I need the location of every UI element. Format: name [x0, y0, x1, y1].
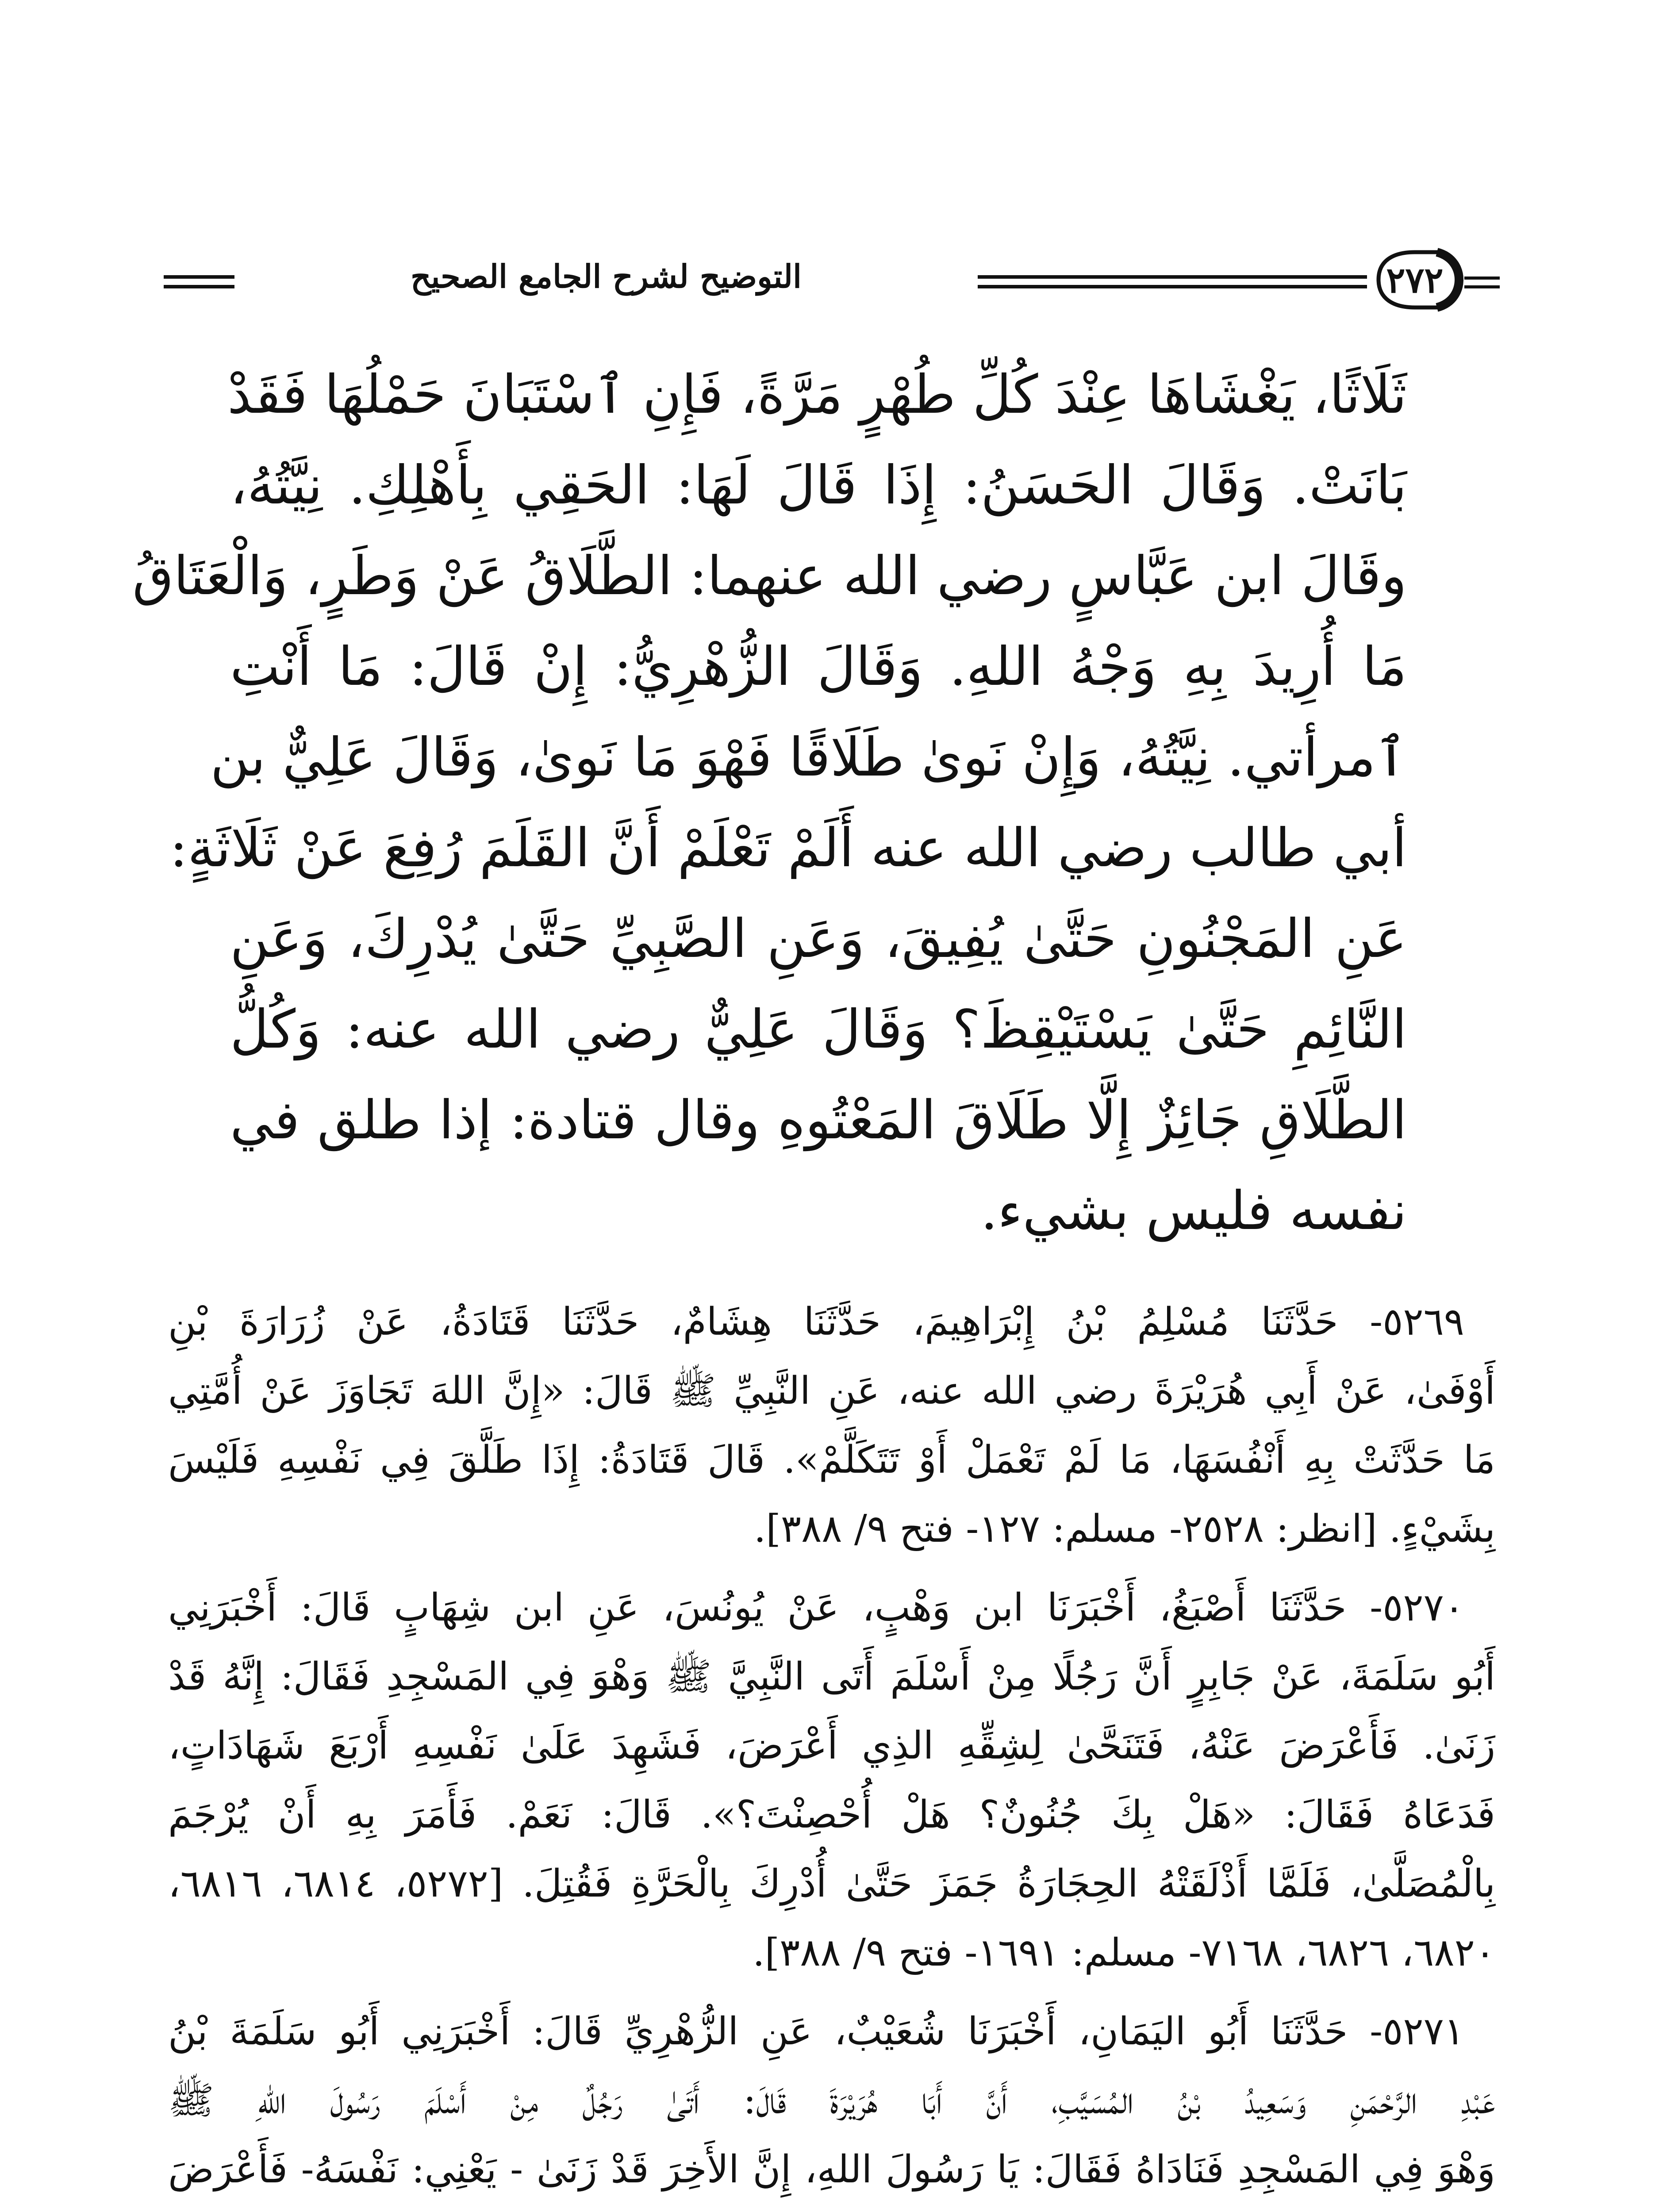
- matn-line: وقَالَ ابن عَبَّاسٍ رضي الله عنهما: الطَّلَاقُ عَنْ وَطَرٍ، وَالْعَتَاقُ: [132, 545, 1407, 607]
- matn-line: الطَّلَاقِ جَائِزٌ إِلَّا طَلَاقَ المَعْتُوهِ وقال قتادة: إذا طلق في: [230, 1090, 1407, 1151]
- hadith-paragraph: [168, 1997, 1495, 2204]
- header-rule: [978, 275, 1367, 279]
- hadith-line: ٥٢٧٠- حَدَّثَنَا أَصْبَغُ، أَخْبَرَنَا ابن وَهْبٍ، عَنْ يُونُسَ، عَنِ ابن شِهَابٍ قَالَ: أَخْبَرَنِي: [168, 1586, 1464, 1630]
- hadith-line: أَبُو سَلَمَةَ، عَنْ جَابِرٍ أَنَّ رَجُلًا مِنْ أَسْلَمَ أَتَى النَّبِيَّ ﷺ وَهْوَ فِي المَسْجِدِ فَقَالَ: إِنَّهُ قَدْ: [168, 1655, 1495, 1699]
- hadith-paragraph: [168, 1573, 1495, 1987]
- matn-line: عَنِ المَجْنُونِ حَتَّىٰ يُفِيقَ، وَعَنِ الصَّبِيِّ حَتَّىٰ يُدْرِكَ، وَعَنِ: [230, 908, 1407, 970]
- hadith-line: وَهْوَ فِي المَسْجِدِ فَنَادَاهُ فَقَالَ: يَا رَسُولَ اللهِ، إِنَّ الأَخِرَ قَدْ زَنَىٰ - يَعْنِي: نَفْسَهُ- فَأَعْرَضَ: [168, 2147, 1495, 2192]
- header-rule: [1464, 276, 1500, 280]
- page-header: [146, 248, 1500, 314]
- hadith-paragraph: [168, 1287, 1495, 1563]
- hadith-line: فَدَعَاهُ فَقَالَ: «هَلْ بِكَ جُنُونٌ؟ هَلْ أُحْصِنْتَ؟». قَالَ: نَعَمْ. فَأَمَرَ بِهِ أَنْ يُرْجَمَ: [168, 1793, 1495, 1837]
- matn-line: أبي طالب رضي الله عنه أَلَمْ تَعْلَمْ أَنَّ القَلَمَ رُفِعَ عَنْ ثَلَاثَةٍ:: [169, 818, 1407, 879]
- hadith-line: ٦٨٢٠، ٦٨٢٦، ٧١٦٨- مسلم: ١٦٩١- فتح ٩/ ٣٨٨].: [753, 1931, 1495, 1975]
- hadith-line: بِالْمُصَلَّىٰ، فَلَمَّا أَذْلَقَتْهُ الحِجَارَةُ جَمَزَ حَتَّىٰ أُدْرِكَ بِالْحَرَّةِ فَقُتِلَ. [٥٢٧٢، ٦٨١٤، ٦٨١٦،: [168, 1862, 1496, 1906]
- matn-line: النَّائِمِ حَتَّىٰ يَسْتَيْقِظَ؟ وَقَالَ عَلِيٌّ رضي الله عنه: وَكُلُّ: [230, 999, 1407, 1060]
- hadith-line: ٥٢٧١- حَدَّثَنَا أَبُو اليَمَانِ، أَخْبَرَنَا شُعَيْبٌ، عَنِ الزُّهْرِيِّ قَالَ: أَخْبَرَنِي أَبُو سَلَمَةَ بْنُ: [168, 2009, 1464, 2054]
- hadith-line: أَوْفَىٰ، عَنْ أَبِي هُرَيْرَةَ رضي الله عنه، عَنِ النَّبِيِّ ﷺ قَالَ: «إِنَّ اللهَ تَجَاوَزَ عَنْ أُمَّتِي: [168, 1369, 1495, 1413]
- matn-line: مَا أُرِيدَ بِهِ وَجْهُ اللهِ. وَقَالَ الزُّهْرِيُّ: إِنْ قَالَ: مَا أَنْتِ: [230, 636, 1407, 698]
- hadith-line: زَنَىٰ. فَأَعْرَضَ عَنْهُ، فَتَنَحَّىٰ لِشِقِّهِ الذِي أَعْرَضَ، فَشَهِدَ عَلَىٰ نَفْسِهِ أَرْبَعَ شَهَادَاتٍ،: [168, 1724, 1495, 1768]
- hadith-line: مَا حَدَّثَتْ بِهِ أَنْفُسَهَا، مَا لَمْ تَعْمَلْ أَوْ تَتَكَلَّمْ». قَالَ قَتَادَةُ: إِذَا طَلَّقَ فِي نَفْسِهِ فَلَيْسَ: [168, 1438, 1495, 1482]
- page-number: ٢٧٢: [1386, 259, 1444, 301]
- header-rule: [978, 285, 1367, 288]
- running-title: التوضيح لشرح الجامع الصحيح: [410, 257, 802, 295]
- header-rule: [1464, 285, 1500, 288]
- matn-line: بَانَتْ. وَقَالَ الحَسَنُ: إِذَا قَالَ لَهَا: الحَقِي بِأَهْلِكِ. نِيَّتُهُ،: [230, 455, 1407, 516]
- hadith-line: بِشَيْءٍ. [انظر: ٢٥٢٨- مسلم: ١٢٧- فتح ٩/ ٣٨٨].: [754, 1507, 1495, 1551]
- matn-text: [132, 349, 1407, 1256]
- hadith-line: عَبْدِ الرَّحْمَنِ وَسَعِيدُ بْنُ المُسَيَّبِ، أَنَّ أَبَا هُرَيْرَةَ قَالَ: أَتَىٰ رَجُلٌ مِنْ أَسْلَمَ رَسُولَ اللهِ ﷺ: [168, 2078, 1495, 2123]
- hadith-section: [168, 1287, 1495, 2212]
- matn-line: نفسه فليس بشيء.: [980, 1180, 1407, 1242]
- header-rule: [164, 275, 234, 279]
- hadith-line: ٥٢٦٩- حَدَّثَنَا مُسْلِمُ بْنُ إِبْرَاهِيمَ، حَدَّثَنَا هِشَامٌ، حَدَّثَنَا قَتَادَةُ، عَنْ زُرَارَةَ بْنِ: [168, 1300, 1464, 1344]
- matn-line: ٱمرأتي. نِيَّتُهُ، وَإِنْ نَوىٰ طَلَاقًا فَهْوَ مَا نَوىٰ، وَقَالَ عَلِيٌّ بن: [210, 727, 1407, 788]
- page-number-badge: [1371, 248, 1466, 312]
- header-rule: [164, 285, 234, 288]
- matn-line: ثَلَاثًا، يَغْشَاهَا عِنْدَ كُلِّ طُهْرٍ مَرَّةً، فَإِنِ ٱسْتَبَانَ حَمْلُهَا فَقَدْ: [227, 364, 1407, 426]
